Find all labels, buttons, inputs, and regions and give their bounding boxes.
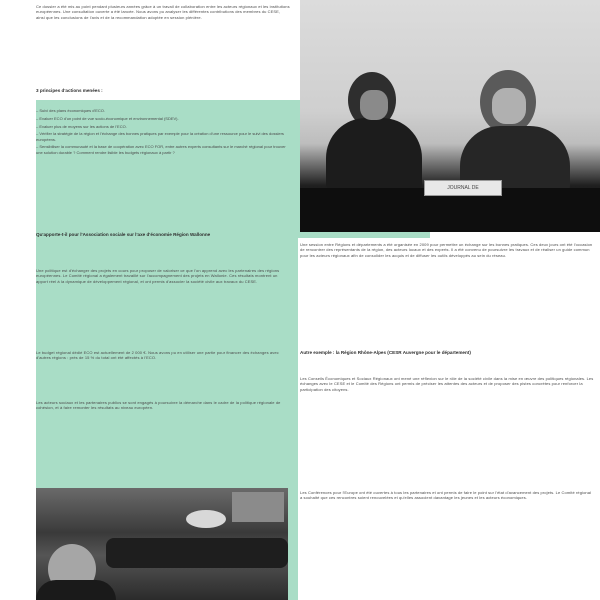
audience-row <box>106 538 288 568</box>
middle-paragraph-2: Le budget régional dédié ECO est actuellement de 2 000 €. Nous avons pu en utiliser une partie pour financer des échanges avec d'autres régions : près de 15 % du total ont été affectés à l'ECO. <box>36 350 279 361</box>
white-column-right <box>298 238 600 600</box>
principle-item: – Sensibiliser la communauté et la base de coopération avec ECO FOR, entre autres experts consultants sur le marché régional pour trouver une solution durable ? Comment rendre lisible les budgets régionaux à partir ? <box>36 144 286 155</box>
screen-glow <box>232 492 284 522</box>
ceiling-light <box>186 510 226 528</box>
person-left-body <box>326 118 422 190</box>
principle-item: – Suivi des plans économiques d'ECO. <box>36 108 106 113</box>
right-paragraph-3: Les Conférences pour l'Europe ont été ouvertes à tous les partenaires et ont permis de faire le point sur l'état d'avancement des projets. Le Comité régional a souhaité que ces rencontres soient renouvelées et qu'elles associent davantage les jeunes et les acteurs économiques. <box>300 490 592 501</box>
person-left-face <box>360 90 388 120</box>
principles-heading: 3 principes d'actions menées : <box>36 88 103 93</box>
name-plate <box>424 180 502 196</box>
right-heading: Autre exemple : la Région Rhône-Alpes (CESR Auvergne pour le département) <box>300 350 471 355</box>
page-margin <box>0 0 36 600</box>
intro-paragraph: Ce dossier a été mis au point pendant plusieurs années grâce à un travail de collaboration entre les acteurs régionaux et les institutions européennes. Une consultation ouverte a été lancée. Nous avons pu analyser les différentes contributions des membres du CESE, ainsi que les conclusions de l'avis et de la recommandation adoptée en session plénière. <box>36 4 290 20</box>
middle-paragraph-1: Une politique est d'échanger des projets en cours pour proposer de valoriser ce que l'on apprend avec les partenaires des régions européennes. Le Comité régional a également travaillé sur l'accompagnement des projets en Wallonie. Ces résultats montrent un apport réel à la dynamique de développement régional, et ont permis d'associer la société civile aux travaux du CESE. <box>36 268 280 284</box>
name-plate-text: JOURNAL DE <box>447 185 479 191</box>
principle-item: – Evaluer plus de moyens sur les actions de l'ECO. <box>36 123 127 129</box>
principles-list <box>36 108 290 158</box>
middle-paragraph-3: Les acteurs sociaux et les partenaires publics se sont engagés à poursuivre la démarche dans le cadre de la politique régionale de cohésion, et à faire remonter les résultats au niveau européen. <box>36 400 281 411</box>
right-paragraph-2: Les Conseils Économiques et Sociaux Régionaux ont mené une réflexion sur le rôle de la société civile dans la mise en œuvre des politiques régionales. Les échanges avec le CESE et le Comité des Régions ont permis de préciser les attentes des acteurs et de proposer des pistes concrètes pour renforcer la participation des citoyens. <box>300 376 594 392</box>
assembly-hall-photo <box>36 488 288 600</box>
question-heading: Qu'apporte-t-il pour l'Association sociale sur l'axe d'économie Région Wallonne <box>36 232 211 237</box>
speaker-body <box>36 580 116 600</box>
principle-item: – Vérifier la stratégie de la région et l'échange des bonnes pratiques par exemple pour la création d'une ressource pour le suivi des dossiers européens. <box>36 131 284 142</box>
right-paragraph-1: Une session entre Régions et départements a été organisée en 2009 pour permettre un échange sur les bonnes pratiques. Ces deux jours ont été l'occasion de rencontrer des représentants de la région, des acteurs locaux et des experts. Il a été convenu de poursuivre les travaux et de réaliser un guide commun pour les acteurs régionaux afin de consolider les acquis et de diffuser les outils développés au sein du réseau. <box>300 242 593 258</box>
conference-panel-photo <box>300 0 600 232</box>
principle-item: – Evaluer ECO d'un point de vue socio-économique et environnemental (SDEV). <box>36 115 179 121</box>
person-right-face <box>492 88 526 124</box>
